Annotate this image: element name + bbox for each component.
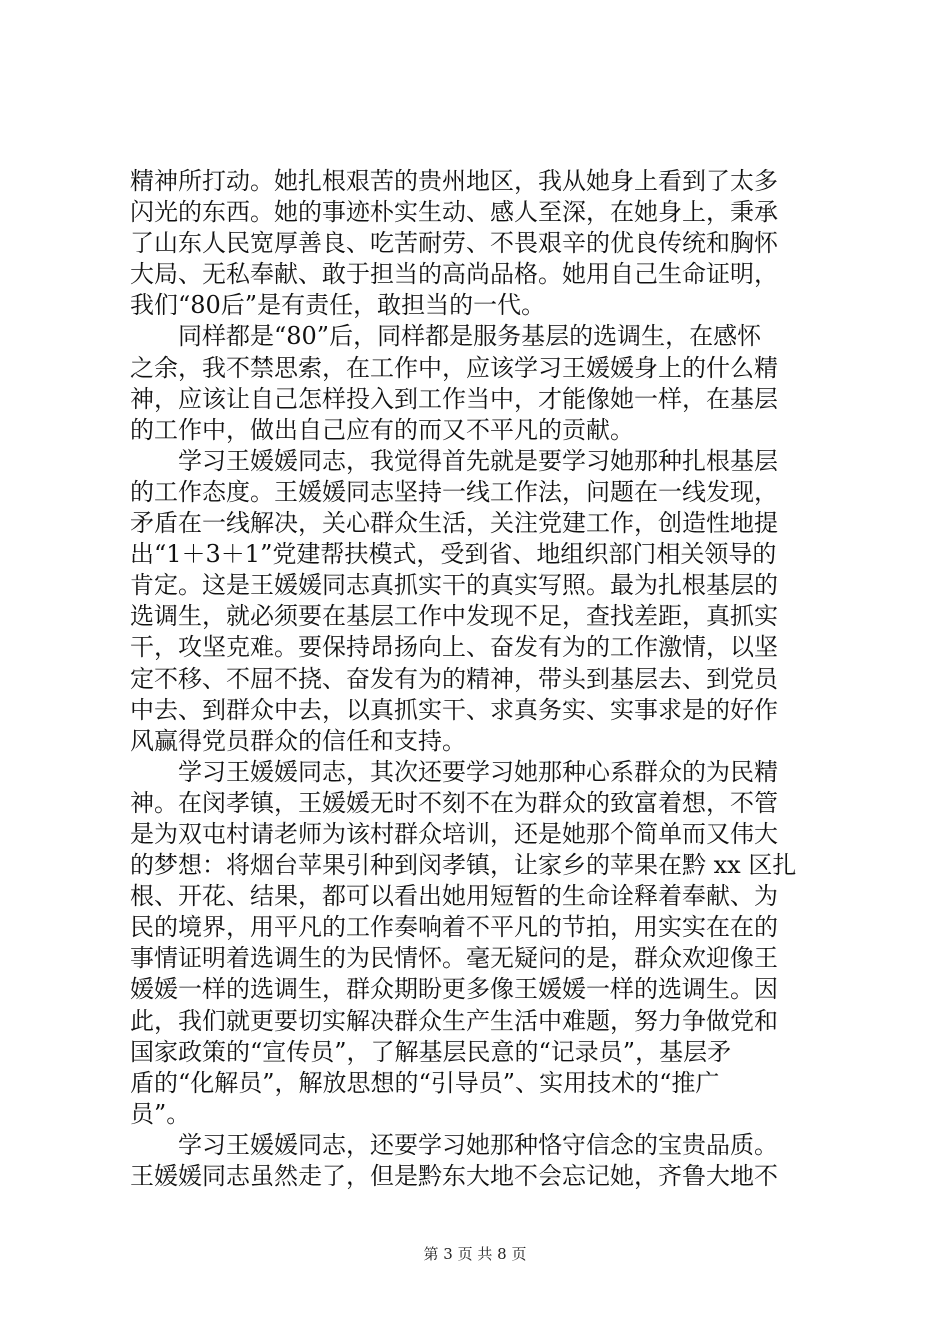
text-line: 闪光的东西。她的事迹朴实生动、感人至深，在她身上，秉承: [130, 198, 778, 227]
text-line: 我们“80后”是有责任，敢担当的一代。: [130, 291, 546, 320]
text-line: 是为双屯村请老师为该村群众培训，还是她那个简单而又伟大: [130, 819, 778, 848]
text-line: 定不移、不屈不挠、奋发有为的精神，带头到基层去、到党员: [130, 664, 778, 693]
text-line: 同样都是“80”后，同样都是服务基层的选调生，在感怀: [130, 322, 762, 351]
text-line: 肯定。这是王媛媛同志真抓实干的真实写照。最为扎根基层的: [130, 571, 778, 600]
text-line: 媛媛一样的选调生，群众期盼更多像王媛媛一样的选调生。因: [130, 975, 778, 1004]
text-line: 学习王媛媛同志，还要学习她那种恪守信念的宝贵品质。: [130, 1130, 778, 1159]
text-line: 选调生，就必须要在基层工作中发现不足，查找差距，真抓实: [130, 602, 778, 631]
text-line: 的工作中，做出自己应有的而又不平凡的贡献。: [130, 415, 634, 444]
text-line: 的梦想：将烟台苹果引种到闵孝镇，让家乡的苹果在黔 xx 区扎: [130, 851, 797, 880]
page-footer: 第 3 页 共 8 页: [423, 1245, 527, 1263]
text-line: 王媛媛同志虽然走了，但是黔东大地不会忘记她，齐鲁大地不: [130, 1162, 778, 1190]
text-line: 之余，我不禁思索，在工作中，应该学习王媛媛身上的什么精: [130, 353, 778, 382]
text-line: 神，应该让自己怎样投入到工作当中，才能像她一样，在基层: [130, 384, 778, 413]
text-line: 干，攻坚克难。要保持昂扬向上、奋发有为的工作激情，以坚: [130, 633, 778, 662]
text-line: 出“1＋3＋1”党建帮扶模式，受到省、地组织部门相关领导的: [130, 540, 777, 569]
text-line: 国家政策的“宣传员”，了解基层民意的“记录员”，基层矛: [130, 1037, 732, 1066]
text-line: 了山东人民宽厚善良、吃苦耐劳、不畏艰辛的优良传统和胸怀: [130, 229, 778, 258]
text-line: 学习王媛媛同志，其次还要学习她那种心系群众的为民精: [130, 757, 778, 786]
text-line: 事情证明着选调生的为民情怀。毫无疑问的是，群众欢迎像王: [130, 944, 778, 973]
text-line: 学习王媛媛同志，我觉得首先就是要学习她那种扎根基层: [130, 446, 778, 475]
body-text: [130, 166, 824, 1192]
text-line: 此，我们就更要切实解决群众生产生活中难题，努力争做党和: [130, 1006, 778, 1035]
text-line: 精神所打动。她扎根艰苦的贵州地区，我从她身上看到了太多: [130, 167, 778, 195]
text-line: 风赢得党员群众的信任和支持。: [130, 726, 466, 755]
text-line: 民的境界，用平凡的工作奏响着不平凡的节拍，用实实在在的: [130, 913, 778, 942]
text-line: 员”。: [130, 1099, 191, 1128]
text-line: 根、开花、结果，都可以看出她用短暂的生命诠释着奉献、为: [130, 882, 778, 911]
text-line: 大局、无私奉献、敢于担当的高尚品格。她用自己生命证明，: [130, 260, 778, 289]
text-line: 中去、到群众中去，以真抓实干、求真务实、实事求是的好作: [130, 695, 778, 724]
text-line: 矛盾在一线解决，关心群众生活，关注党建工作，创造性地提: [130, 509, 778, 538]
text-line: 盾的“化解员”，解放思想的“引导员”、实用技术的“推广: [130, 1068, 720, 1097]
text-line: 的工作态度。王媛媛同志坚持一线工作法，问题在一线发现，: [130, 477, 778, 506]
text-line: 神。在闵孝镇，王媛媛无时不刻不在为群众的致富着想，不管: [130, 788, 778, 817]
